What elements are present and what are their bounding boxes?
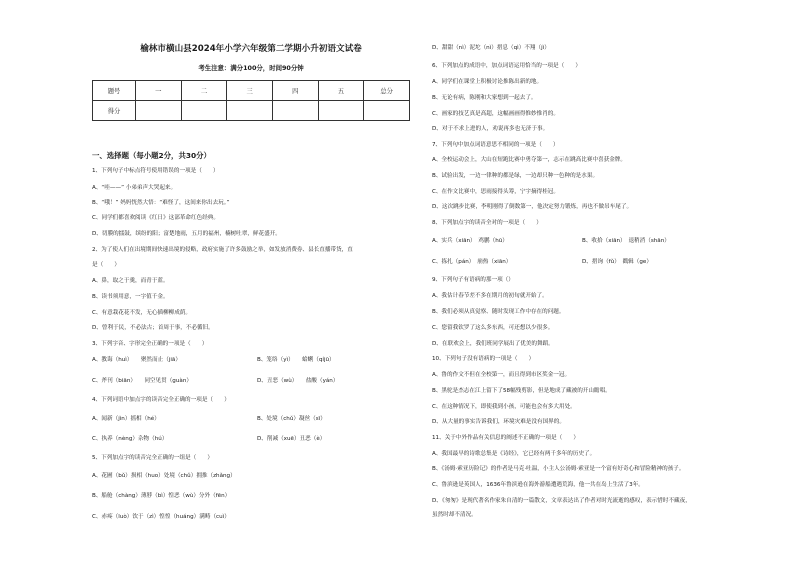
question-stem-cont: 是（ ）: [92, 262, 120, 268]
question-option: B、无论有病，陈刚和大家想到一起去了。: [432, 95, 537, 101]
question-option: B、读书须用意，一字值千金。: [92, 294, 169, 300]
question-option: C、赤疼（luò）饮于（zì）惶惶（huáng）满畴（cuì）: [92, 514, 230, 520]
question-option: C、拣扎（pán） 崩热（xiān）: [432, 259, 512, 265]
question-option: A、教诲（huì） 聚然而止（jiā）: [92, 357, 181, 363]
score-cell: [272, 101, 318, 121]
score-cell: 五: [318, 81, 364, 101]
question-option: D、这次跳步比赛，李明刚得了倒数第一，他决定努力锻炼，再也不做吊车尾了。: [432, 204, 633, 210]
question-option: A、花圃（bǔ）损相（huo）处境（chǔ）拥推（zhǎng）: [92, 473, 236, 479]
question-option: C、有意栽花花不发，无心插柳柳成荫。: [92, 310, 192, 316]
question-option: B、“哦！” 妈妈恍然大悟：“难怪了，这间来你出去玩。”: [92, 200, 230, 206]
question-option: A、鼻，取之于羹，而青于蓝。: [92, 278, 169, 284]
score-table: [92, 80, 410, 121]
question-option: B、笼络（yì） 蛤蜊（qíjū）: [257, 357, 335, 363]
question-option: C、鲁滨逊是英国人，1636年鲁滨逊在海外游船遭遇荒海，他一共在岛上生活了3年。: [432, 482, 644, 488]
question-option: C、同学们都喜欢阅读《红日》这部革命红色经典。: [92, 215, 219, 221]
question-stem: 5、下列加点字的读音完全正确的一组是（ ）: [92, 455, 214, 461]
question-option: A、同学们在课堂上积极讨论推陈出新的地。: [432, 79, 543, 85]
right-column: [432, 0, 732, 562]
question-option: B、我们必须从真觉察、随时发现工作中存在的问题。: [432, 309, 565, 315]
question-option: D、丑恶（wù） 盐酸（yán）: [257, 378, 339, 384]
question-stem: 7、下列句中加点词语意思不相同的一项是（ ）: [432, 142, 559, 148]
score-cell: [227, 101, 273, 121]
section-title: 一、选择题（每小题2分，共30分）: [92, 151, 211, 160]
question-stem: 3、下列字音、字形完全正确的一项是（ ）: [92, 341, 208, 347]
score-table-score-row: [93, 101, 410, 121]
left-column: [92, 0, 410, 562]
question-stem: 4、下列词语中加点字的读音完全正确的一项是（ ）: [92, 397, 230, 403]
question-option: A、鲁的作文不但在全校第一，而且得到市区奖金一冠。: [432, 372, 571, 378]
question-option: D、对于不求上进的人，劝说再多也无济于事。: [432, 126, 549, 132]
question-option: C、在这种情况下，即使我到小孩，可能也会有多大用处。: [432, 404, 576, 410]
question-option: C、执养（nèng）杂物（hú）: [92, 436, 168, 442]
question-option: C、在作文比赛中，思雨接得头筹，宁宇摘得桂冠。: [432, 189, 559, 195]
question-stem: 8、下列加点字的读音全对的一项是（ ）: [432, 220, 542, 226]
score-cell: 一: [136, 81, 182, 101]
exam-title: 榆林市横山县2024年小学六年级第二学期小升初语文试卷: [140, 44, 362, 54]
score-cell: [181, 101, 227, 121]
question-option: D、切膜的擂鼓，缤纷的阳；富楚地雨，五月的福州，楠树吐翠，鲜花盛开。: [92, 231, 281, 237]
question-option: A、我国最早的诗歌总集是《诗经》，它已经有两千多年的历史了。: [432, 451, 596, 457]
question-option-cont: 虽然时却不清况。: [432, 512, 477, 518]
score-cell: 三: [227, 81, 273, 101]
question-option: B、黑驼是杰志在江上留下了58幅残剪影，但是地成了藏被的开山瞻唱。: [432, 388, 611, 394]
question-option: D、削减（xuē）丑恶（è）: [257, 436, 326, 442]
question-option: A、闻新（jìn）摇相（hé）: [92, 416, 160, 422]
question-stem: 10、下列句子没有语病的一项是（ ）: [432, 356, 535, 362]
question-option: D、《匆匆》是现代著名作家朱自清的一篇散文，文章表达出了作者对时光流逝的感叹，表示惜时不藏夜，: [432, 498, 691, 504]
question-option: C、画家的技艺真是高超，这幅画画得惟妙惟肖的。: [432, 111, 559, 117]
question-stem: 9、下列句子有语病的那一项（）: [432, 277, 514, 283]
question-option: B、收拾（xiān） 退稍消（shān）: [582, 238, 670, 244]
question-option: D、从大量的事实告诉我们，环境灾难是没有国界的。: [432, 419, 565, 425]
score-cell: 得分: [93, 101, 136, 121]
score-cell: 四: [272, 81, 318, 101]
score-cell: 题号: [93, 81, 136, 101]
score-cell: [318, 101, 364, 121]
question-option: B、处境（chǔ）凝丝（sī）: [257, 416, 326, 422]
question-option: D、在联欢会上，我们班同学展出了优美的舞蹈。: [432, 341, 554, 347]
question-option: A、“哇——” 小弟弟声大哭起来。: [92, 185, 177, 191]
question-stem: 6、下列加点的成语中，加点词语运用恰当的一项是（ ）: [432, 63, 581, 69]
question-option: C、斧刊（biān） 同空见贯（guàn）: [92, 378, 192, 384]
score-cell: [364, 101, 410, 121]
question-option: B、试验出发，一边一律种的都是绿，一边却只种一色种的是水果。: [432, 173, 599, 179]
question-stem: 1、下列句子中标点符号使用错误的一项是（ ）: [92, 168, 219, 174]
question-option: C、您留我钦罗了这么多东西，可还想以少很多。: [432, 325, 554, 331]
question-option: D、曾利于民，不必法古；首周于事，不必循旧。: [92, 325, 214, 331]
score-cell: 二: [181, 81, 227, 101]
exam-notice: 考生注意：满分100分，时间90分钟: [198, 64, 304, 72]
question-option: A、我估计春节差不多在期月的初旬就开始了。: [432, 293, 548, 299]
score-cell: 总分: [364, 81, 410, 101]
question-option: D、甜甜（nì）泥坨（nì）措息（qì）不翔（jì）: [432, 45, 550, 51]
question-option: B、《汤姆·索亚历险记》的作者是马克·吐温，小主人公汤姆·索亚是一个富有好奇心和冒险精神的孩子。: [432, 466, 685, 472]
question-option: B、船舱（chàng）薄脖（bì）惶恶（wù）分外（fēn）: [92, 493, 231, 499]
question-stem: 11、关于中外作品有关信息的阐述不正确的一项是（ ）: [432, 435, 579, 441]
score-table-header-row: [93, 81, 410, 101]
question-stem: 2、为了使人们在出境期间快速出境的侵略，政府实施了许多鼓励之举，如发放消费券、县长直播带货，直: [92, 247, 353, 253]
question-option: A、实兵（xiān） 鸡鹏（hū）: [432, 238, 508, 244]
question-option: D、措询（fǔ） 戳辑（ge）: [582, 259, 652, 265]
score-cell: [136, 101, 182, 121]
question-option: A、全校运动会上，大山在短跑比赛中勇夺第一，志示在跳高比赛中喜获金牌。: [432, 157, 627, 163]
